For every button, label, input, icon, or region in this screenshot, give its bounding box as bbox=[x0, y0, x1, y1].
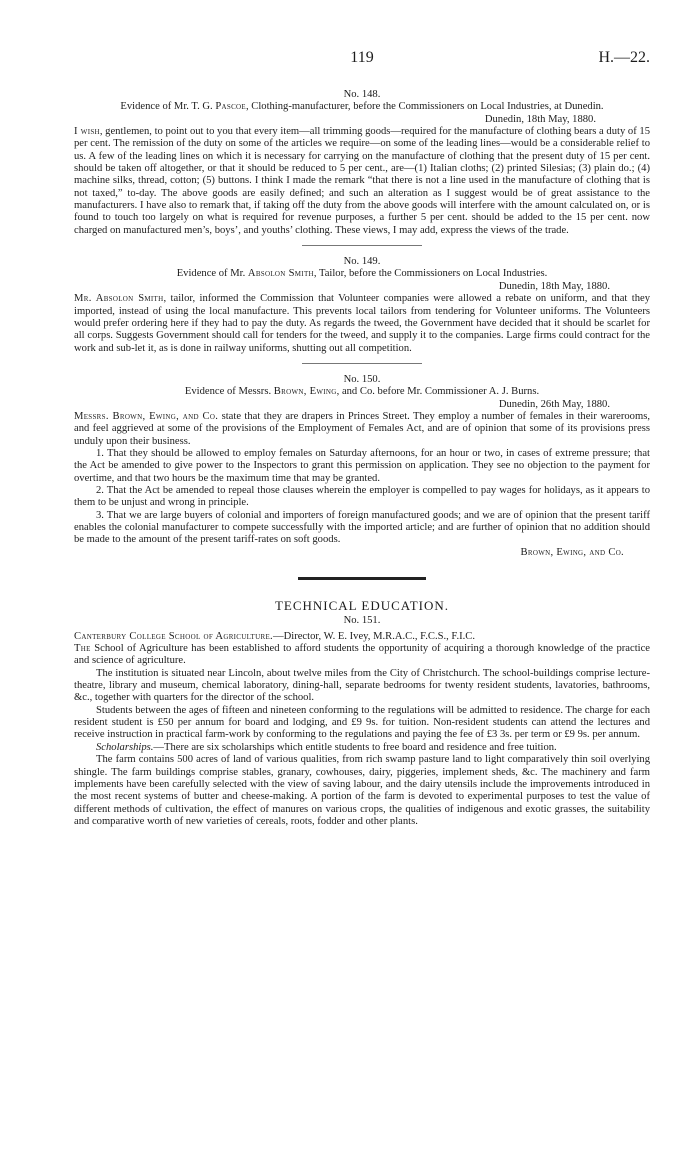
page-header bbox=[74, 49, 650, 86]
section-heading: Evidence of Mr. Absolon Smith, Tailor, before the Commissioners on Local Industries. bbox=[176, 268, 548, 280]
body-paragraph: Scholarships.—There are six scholarships which entitle students to free board and residence and free tuition. bbox=[96, 741, 557, 753]
institution-heading: Canterbury College School of Agriculture.—Director, W. E. Ivey, M.R.A.C., F.C.S., F.I.C. bbox=[74, 630, 476, 642]
document-reference: H.—22. bbox=[598, 49, 650, 66]
place-date: Dunedin, 18th May, 1880. bbox=[498, 280, 610, 292]
section-divider bbox=[302, 363, 422, 364]
numbered-item: 3. That we are large buyers of colonial and importers of foreign manufactured goods; and we are of opinion that the present tariff enables the colonial manufacturer to compete successfully with the imported article; and are further of opinion that no addition should be made to the amount of the present tariff-rates on soft goods. bbox=[74, 509, 650, 546]
evidence-paragraph: I wish, gentlemen, to point out to you that every item—all trimming goods—required for the manufacture of clothing bears a duty of 15 per cent. The remission of the duty on some of the articles we require—on some of the leading lines—would be a considerable relief to us. A few of the leading lines on which it is necessary for carrying on the manufacture of clothing that the present duty of 15 per cent. should be taken off altogether, or that it should be reduced to 5 per cent., are—(1) Italian cloths; (2) printed Silesias; (3) plain do.; (4) machine silks, thread, cotton; (5) buttons. I think I made the remark “that there is not a line used in the manufacture of clothing that is not taxed,” to-day. The above goods are easily defined; and such an alteration as I suggest would be of great assistance to the manufacturers. I have also to remark that, if taking off the duty from the above goods will interfere with the amount calculated on, or is found to touch too largely on what is required for revenue purposes, a further 5 per cent. should be added to the 15 per cent. now charged on manufactured men’s, boys’, and youths’ clothing. These views, I may add, express the views of the trade. bbox=[74, 126, 650, 236]
page-number: 119 bbox=[350, 49, 374, 66]
section-title: TECHNICAL EDUCATION. bbox=[274, 598, 450, 614]
section-number: No. 149. bbox=[343, 256, 381, 268]
place-date: Dunedin, 18th May, 1880. bbox=[484, 113, 596, 125]
major-divider bbox=[298, 577, 426, 580]
body-paragraph: The School of Agriculture has been established to afford students the opportunity of acquiring a thorough knowledge of the practice and science of agriculture. bbox=[74, 643, 650, 667]
section-heading: Evidence of Mr. T. G. Pascoe, Clothing-manufacturer, before the Commissioners on Local Industries, at Dunedin. bbox=[120, 101, 604, 113]
section-heading: Evidence of Messrs. Brown, Ewing, and Co. before Mr. Commissioner A. J. Burns. bbox=[184, 386, 540, 398]
body-paragraph: The farm contains 500 acres of land of various qualities, from rich swamp pasture land to light comparatively thin soil overlying shingle. The farm buildings comprise stables, granary, cowhouses, dairy, piggeries, implement sheds, &c. The machinery and farm implements have been carefully selected with the view of saving labour, and the dairy utensils include the improvements introduced in the most recent systems of butter and cheese-making. A portion of the farm is devoted to experimental purposes to test the value of different methods of cultivation, the effect of manures on various crops, the qualities of indigenous and exotic grasses, the suitability and comparative worth of new varieties of cereals, roots, fodder and other plants. bbox=[74, 754, 650, 827]
section-divider bbox=[302, 245, 422, 246]
section-148 bbox=[74, 89, 650, 237]
section-number: No. 150. bbox=[343, 373, 381, 385]
evidence-paragraph: Mr. Absolon Smith, tailor, informed the Commission that Volunteer companies were allowed a rebate on uniform, and that they imported, instead of using the local manufacture. This prevents local tailors from tendering for Volunteer uniforms. The Volunteers would prefer ordering here if they had to pay the duty. As regards the tweed, the Government have decided that it should be scarlet for all corps. Suggests Government should call for tenders for the tweed, and supply it to the companies. Large firms could contract for the work and sub-let it, as is done in railway uniforms, shutting out all competition. bbox=[74, 293, 651, 354]
numbered-item: 2. That the Act be amended to repeal those clauses wherein the employer is compelled to pay wages for holidays, as it appears to them to be unjust and wrong in principle. bbox=[74, 484, 650, 509]
body-paragraph: The institution is situated near Lincoln, about twelve miles from the City of Christchurch. The school-buildings comprise lecture-theatre, library and museum, chemical laboratory, dining-hall, separate bedrooms for twenty resident students, lavatories, bathrooms, &c., together with quarters for the director of the school. bbox=[74, 667, 650, 704]
section-number: No. 151. bbox=[343, 615, 381, 627]
section-150 bbox=[74, 374, 650, 559]
section-technical-education bbox=[74, 600, 650, 828]
signature: Brown, Ewing, and Co. bbox=[520, 546, 624, 558]
evidence-paragraph: Messrs. Brown, Ewing, and Co. state that they are drapers in Princes Street. They employ a number of females in their warerooms, and feel aggrieved at some of the provisions of the Employment of Females Act, and are of opinion that some of its provisions press unduly upon their business. bbox=[74, 410, 650, 447]
body-paragraph: Students between the ages of fifteen and nineteen conforming to the regulations will be admitted to residence. The charge for each resident student is £50 per annum for board and lodging, and £9 9s. for tuition. Non-resident students can attend the lectures and receive instruction in practical farm-work by conforming to the regulations and paying the fee of £3 3s. per term or £9 9s. per annum. bbox=[74, 704, 650, 741]
place-date: Dunedin, 26th May, 1880. bbox=[498, 398, 610, 410]
numbered-item: 1. That they should be allowed to employ females on Saturday afternoons, for an hour or two, in cases of extreme pressure; that the Act be amended to give power to the Inspectors to grant this permission on application. They see no objection to the payment for overtime, and that two hours be the maximum time that may be granted. bbox=[74, 447, 650, 484]
section-number: No. 148. bbox=[343, 89, 381, 100]
section-149 bbox=[74, 256, 650, 355]
